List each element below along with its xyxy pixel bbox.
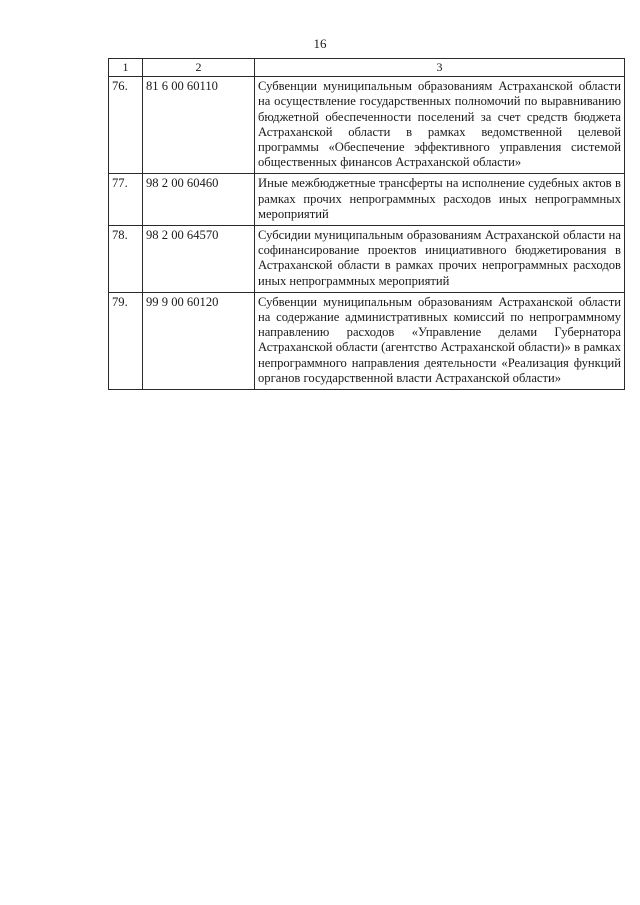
row-number: 77. bbox=[109, 174, 143, 226]
table-row bbox=[109, 174, 625, 226]
row-description: Субсидии муниципальным образованиям Астраханской области на софинансирование проектов инициативного бюджетирования в Астраханской области в рамках прочих непрограммных расходов иных непрограммных мероприятий bbox=[255, 226, 625, 293]
table-row bbox=[109, 77, 625, 174]
row-code: 98 2 00 60460 bbox=[143, 174, 255, 226]
row-code: 99 9 00 60120 bbox=[143, 292, 255, 389]
row-number: 76. bbox=[109, 77, 143, 174]
header-col-1: 1 bbox=[109, 59, 143, 77]
header-col-2: 2 bbox=[143, 59, 255, 77]
row-code: 98 2 00 64570 bbox=[143, 226, 255, 293]
table-header-row bbox=[109, 59, 625, 77]
header-col-3: 3 bbox=[255, 59, 625, 77]
table-row bbox=[109, 292, 625, 389]
budget-classification-table bbox=[108, 58, 625, 390]
row-number: 79. bbox=[109, 292, 143, 389]
page-number: 16 bbox=[313, 36, 327, 51]
row-description: Субвенции муниципальным образованиям Астраханской области на содержание административных комиссий по непрограммному направлению расходов «Управление делами Губернатора Астраханской области (агентство Астраханской области)» в рамках непрограммного направления деятельности «Реализация функций органов государственной власти Астраханской области» bbox=[255, 292, 625, 389]
row-code: 81 6 00 60110 bbox=[143, 77, 255, 174]
table-row bbox=[109, 226, 625, 293]
row-description: Субвенции муниципальным образованиям Астраханской области на осуществление государственных полномочий по выравниванию бюджетной обеспеченности поселений за счет средств бюджета Астраханской области в рамках ведомственной целевой программы «Обеспечение эффективного управления системой общественных финансов Астраханской области» bbox=[255, 77, 625, 174]
row-number: 78. bbox=[109, 226, 143, 293]
row-description: Иные межбюджетные трансферты на исполнение судебных актов в рамках прочих непрограммных расходов иных непрограммных мероприятий bbox=[255, 174, 625, 226]
